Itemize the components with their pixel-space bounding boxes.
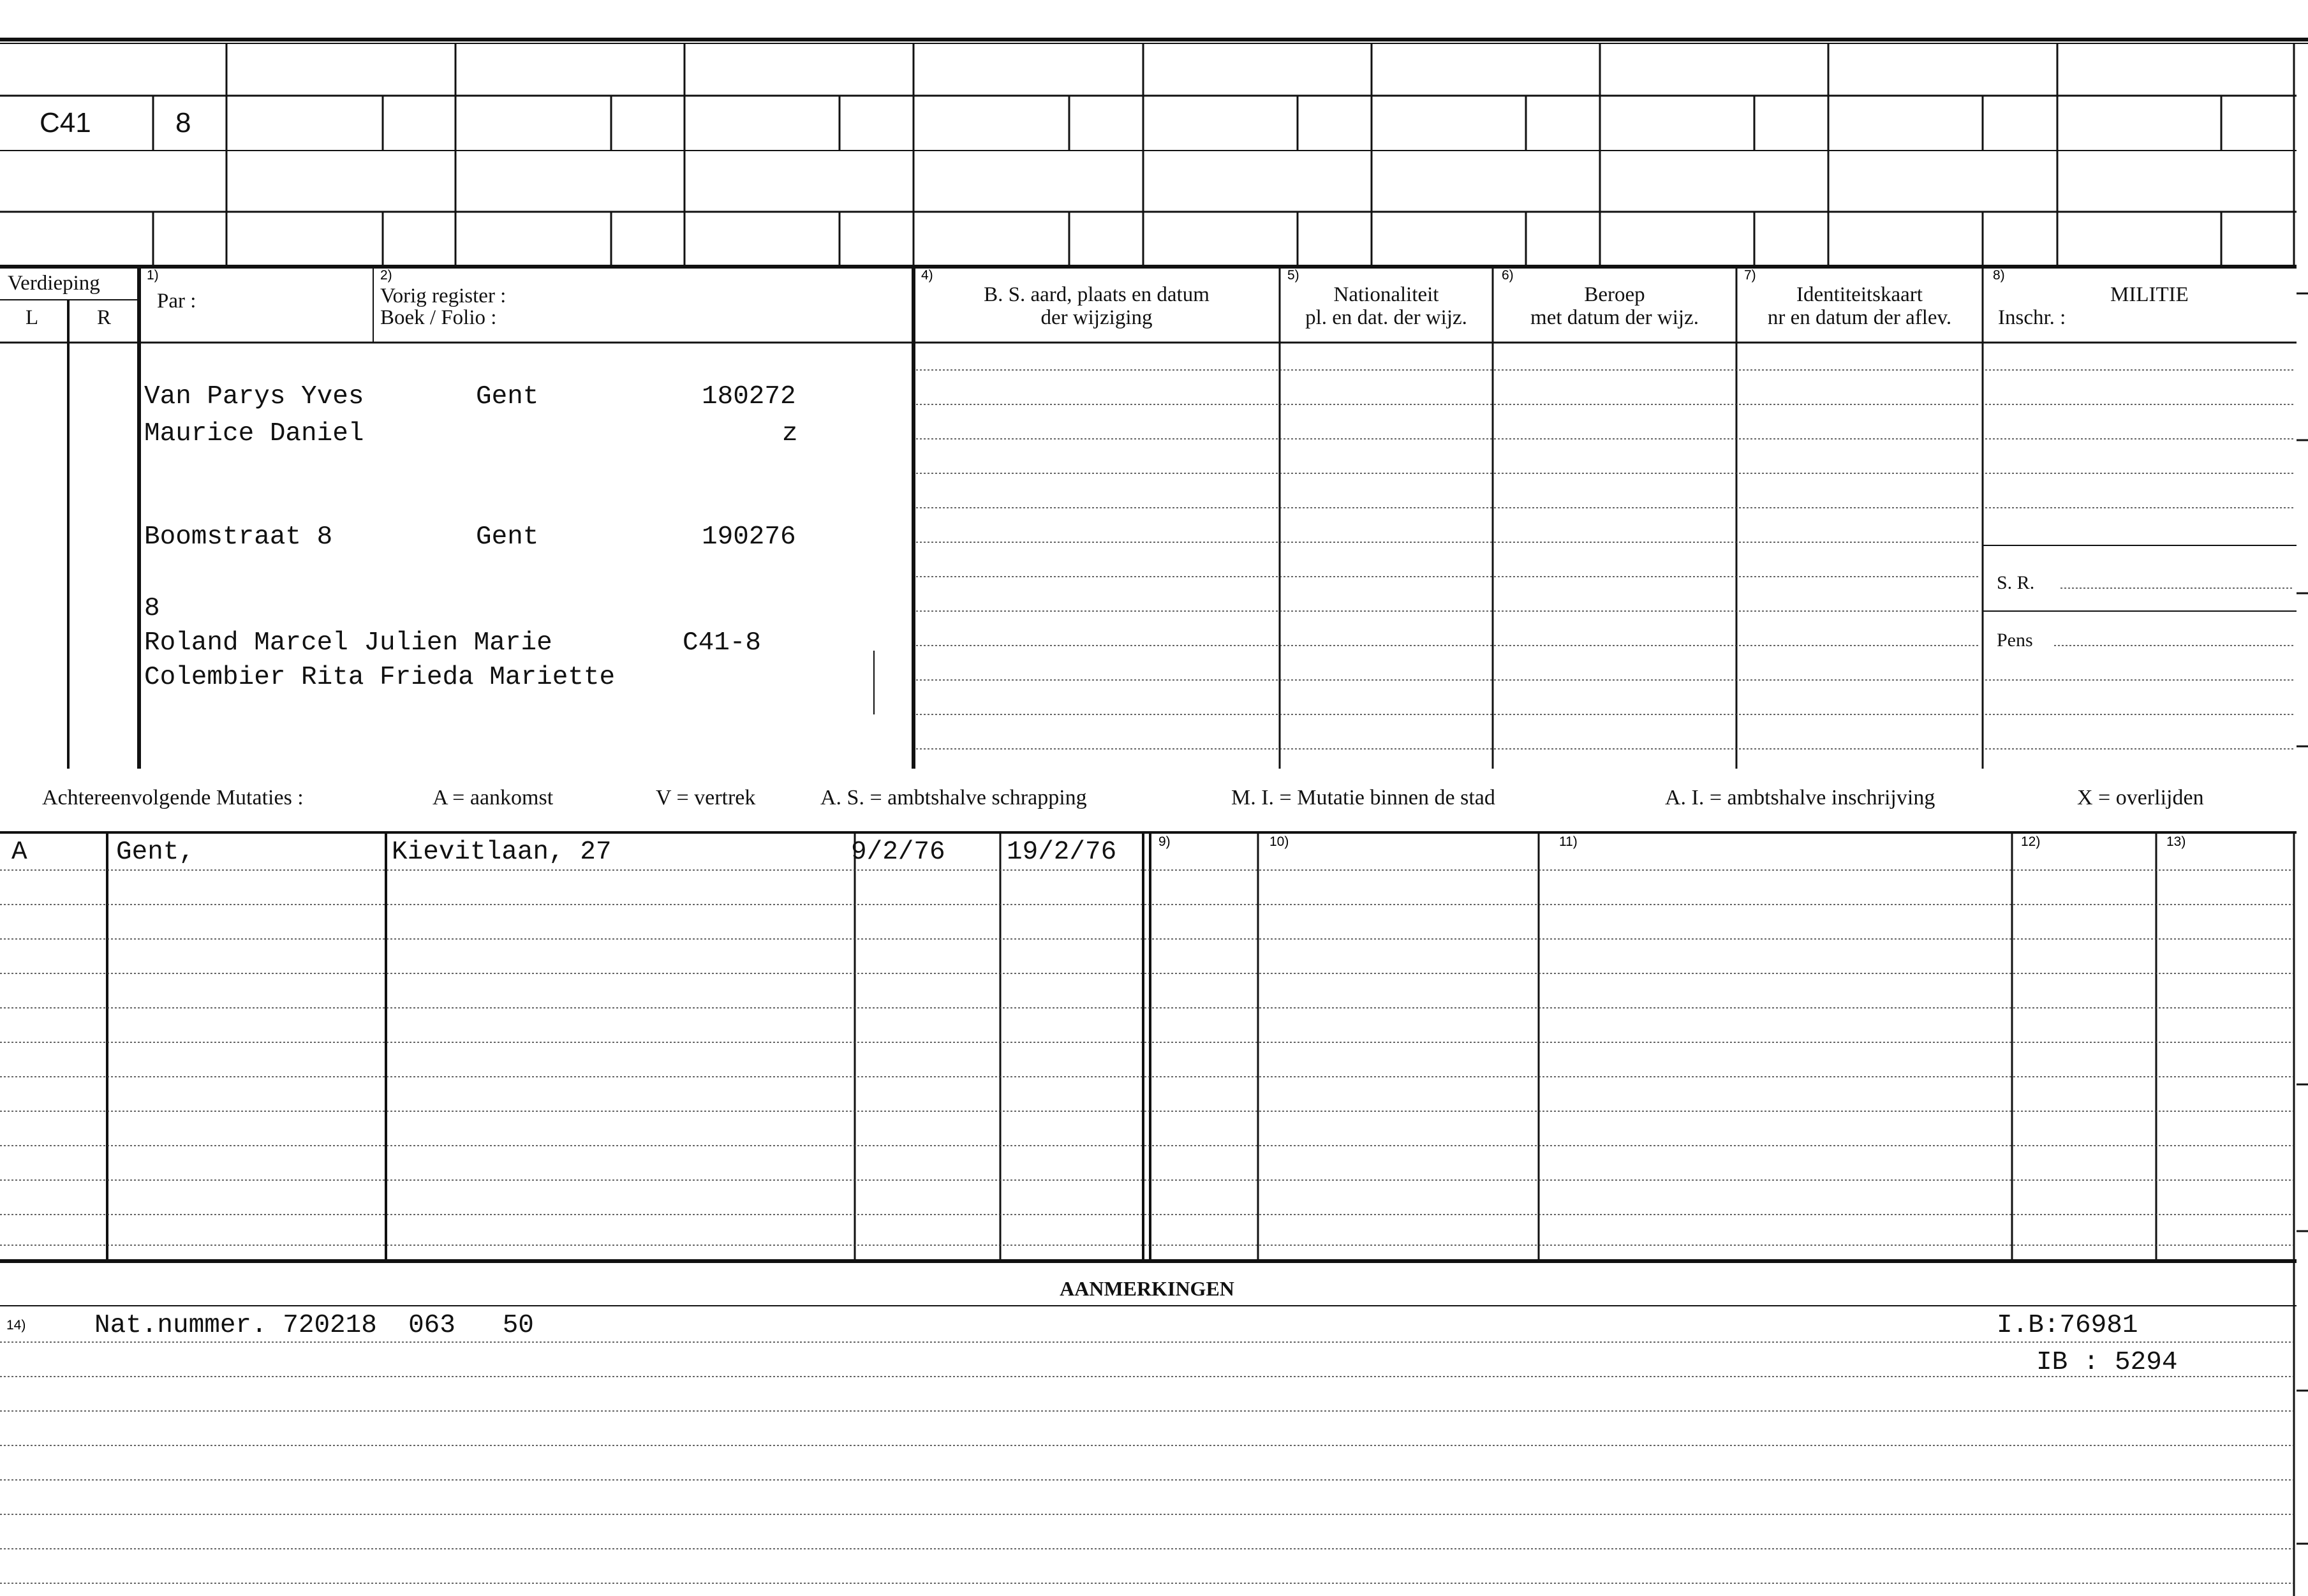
col8-number: 8) bbox=[1993, 268, 2005, 283]
col7-number: 7) bbox=[1744, 268, 1756, 283]
col6-number: 6) bbox=[1502, 268, 1514, 283]
pens-label: Pens bbox=[1997, 630, 2033, 651]
mutation-date1: 9/2/76 bbox=[851, 838, 945, 867]
legend-aankomst: A = aankomst bbox=[433, 786, 554, 809]
col6-label-line2: met datum der wijz. bbox=[1530, 306, 1699, 329]
national-number: Nat.nummer. 720218 063 50 bbox=[94, 1311, 534, 1340]
boek-folio-label: Boek / Folio : bbox=[380, 306, 497, 329]
col5-label-line1: Nationaliteit bbox=[1333, 283, 1439, 306]
household-number: 8 bbox=[144, 594, 160, 623]
birth-date: 180272 bbox=[702, 382, 796, 411]
militie-title: MILITIE bbox=[2110, 283, 2189, 306]
father-name: Roland Marcel Julien Marie bbox=[144, 628, 552, 658]
vorig-register-label: Vorig register : bbox=[380, 284, 507, 307]
mutation-date2: 19/2/76 bbox=[1007, 838, 1117, 867]
mutation-col11-number: 11) bbox=[1559, 834, 1578, 849]
person-name-line1: Van Parys Yves bbox=[144, 382, 364, 411]
col5-number: 5) bbox=[1287, 268, 1299, 283]
mutation-place: Gent, bbox=[116, 838, 195, 867]
mutation-col9-number: 9) bbox=[1158, 834, 1171, 849]
address: Boomstraat 8 bbox=[144, 522, 333, 552]
remarks-number: 14) bbox=[6, 1318, 26, 1333]
aanmerkingen-title: AANMERKINGEN bbox=[1060, 1277, 1234, 1300]
col7-label-line1: Identiteitskaart bbox=[1796, 283, 1923, 306]
top-number: 8 bbox=[175, 107, 191, 138]
col1-number: 1) bbox=[147, 268, 159, 283]
person-sex: z bbox=[782, 419, 798, 448]
col4-number: 4) bbox=[921, 268, 933, 283]
mutation-type: A bbox=[11, 838, 27, 867]
ib-number-1: I.B:76981 bbox=[1997, 1311, 2138, 1340]
mutation-street: Kievitlaan, 27 bbox=[392, 838, 612, 867]
legend-ambtshalve-inschrijving: A. I. = ambtshalve inschrijving bbox=[1665, 786, 1935, 809]
col6-label-line1: Beroep bbox=[1584, 283, 1645, 306]
mutation-col13-number: 13) bbox=[2166, 834, 2186, 849]
person-name-line2: Maurice Daniel bbox=[144, 419, 364, 448]
col2-number: 2) bbox=[380, 268, 392, 283]
address-date: 190276 bbox=[702, 522, 796, 552]
col4-label-line2: der wijziging bbox=[1040, 306, 1153, 329]
birth-place: Gent bbox=[476, 382, 539, 411]
address-place: Gent bbox=[476, 522, 539, 552]
ib-number-2: IB : 5294 bbox=[2036, 1348, 2178, 1377]
col5-label-line2: pl. en dat. der wijz. bbox=[1305, 306, 1467, 329]
top-code: C41 bbox=[40, 107, 91, 138]
mutation-col10-number: 10) bbox=[1269, 834, 1289, 849]
col4-label-line1: B. S. aard, plaats en datum bbox=[984, 283, 1209, 306]
par-label: Par : bbox=[157, 290, 196, 313]
verdieping-label: Verdieping bbox=[8, 272, 100, 295]
right-label: R bbox=[97, 306, 112, 329]
left-label: L bbox=[26, 306, 39, 329]
legend-mutatie-binnen-stad: M. I. = Mutatie binnen de stad bbox=[1231, 786, 1495, 809]
sr-label: S. R. bbox=[1997, 572, 2035, 593]
col7-label-line2: nr en datum der aflev. bbox=[1767, 306, 1952, 329]
mutations-legend-title: Achtereenvolgende Mutaties : bbox=[42, 786, 304, 809]
legend-overlijden: X = overlijden bbox=[2077, 786, 2204, 809]
inschr-label: Inschr. : bbox=[1998, 306, 2066, 329]
register-reference: C41-8 bbox=[683, 628, 762, 658]
mother-name: Colembier Rita Frieda Mariette bbox=[144, 663, 616, 692]
mutation-col12-number: 12) bbox=[2021, 834, 2041, 849]
legend-ambtshalve-schrapping: A. S. = ambtshalve schrapping bbox=[820, 786, 1087, 809]
legend-vertrek: V = vertrek bbox=[656, 786, 756, 809]
